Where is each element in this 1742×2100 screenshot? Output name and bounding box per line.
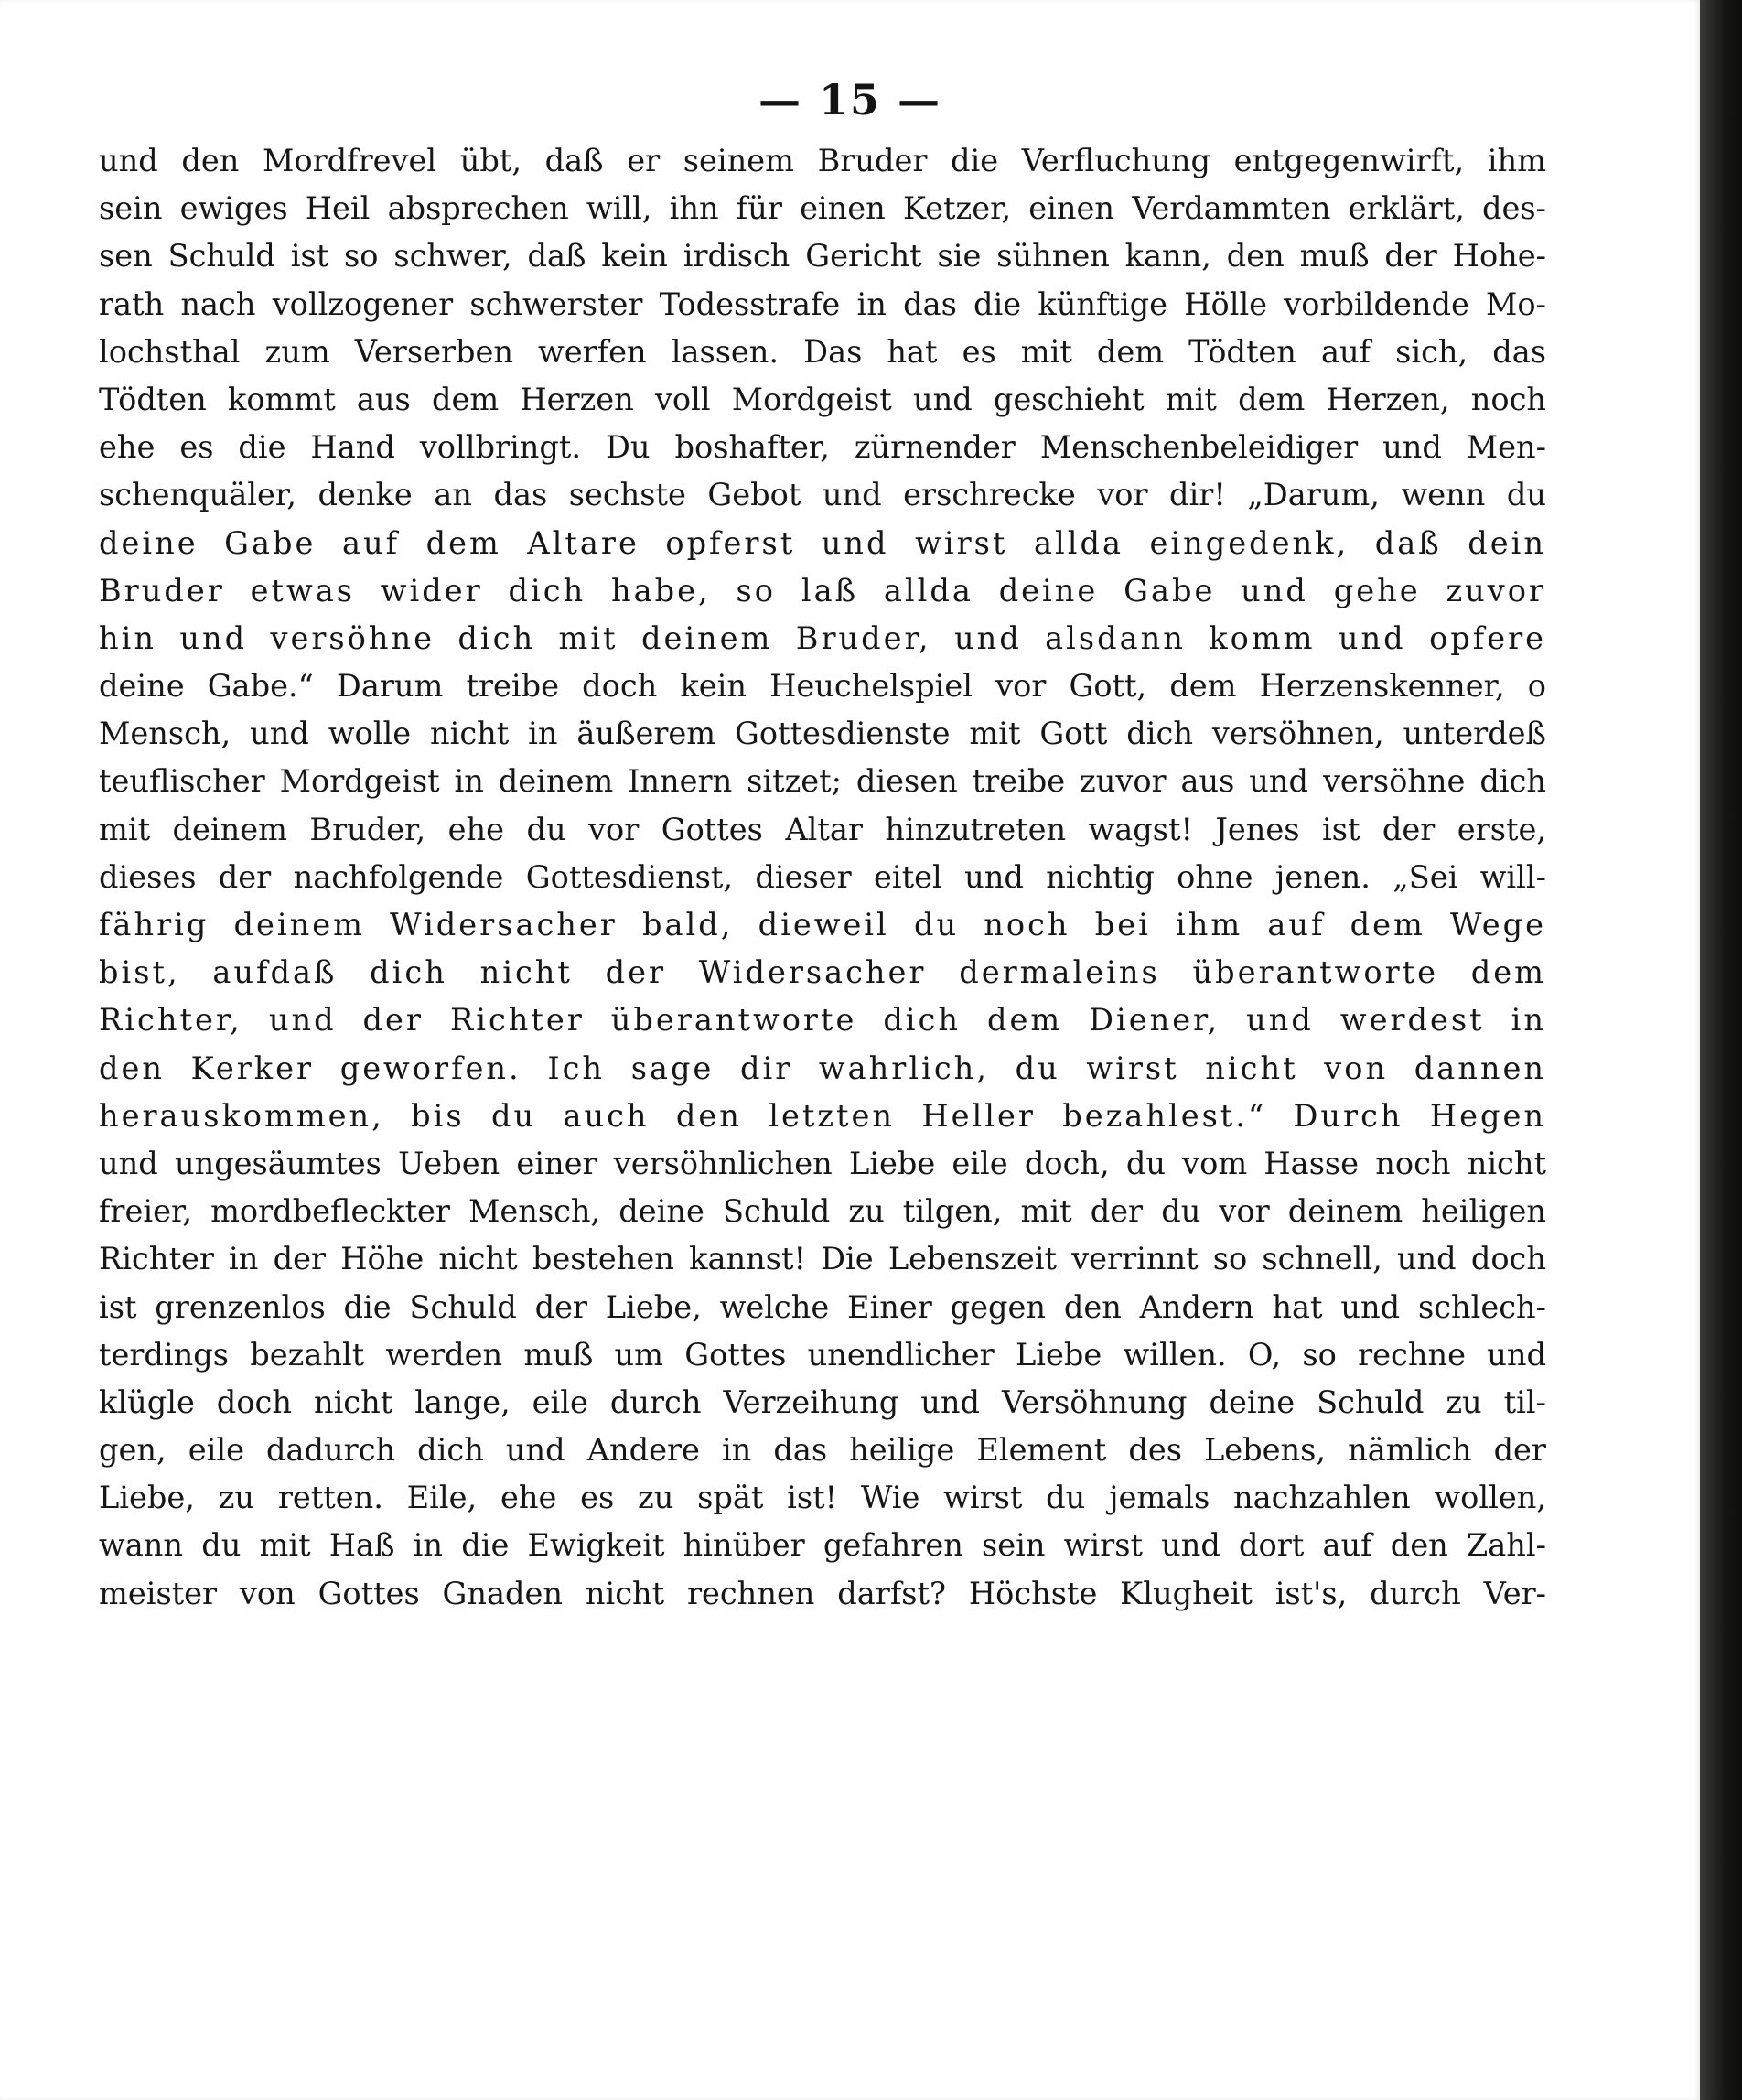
text-line: lochsthal zum Verserben werfen lassen. Das hat es mit dem Tödten auf sich, das xyxy=(99,333,1546,370)
page-number: — 15 — xyxy=(758,75,942,124)
text-line-quote: Richter, und der Richter überantworte dich dem Diener, und werdest in xyxy=(99,1002,1546,1039)
text-line: und ungesäumtes Ueben einer versöhnlichen Liebe eile doch, du vom Hasse noch nicht xyxy=(99,1145,1546,1181)
text-line: meister von Gottes Gnaden nicht rechnen darfst? Höchste Klugheit ist's, durch Ver- xyxy=(99,1575,1546,1611)
text-line: sein ewiges Heil absprechen will, ihn für einen Ketzer, einen Verdammten erklärt, des- xyxy=(99,190,1546,227)
text-line: gen, eile dadurch dich und Andere in das heilige Element des Lebens, nämlich der xyxy=(99,1432,1546,1469)
text-line: freier, mordbefleckter Mensch, deine Schuld zu tilgen, mit der du vor deinem heiligen xyxy=(99,1193,1546,1230)
text-line: Tödten kommt aus dem Herzen voll Mordgeist und geschieht mit dem Herzen, noch xyxy=(99,381,1546,417)
text-line: klügle doch nicht lange, eile durch Verzeihung und Versöhnung deine Schuld zu til- xyxy=(99,1384,1546,1420)
text-line-quote: den Kerker geworfen. Ich sage dir wahrlich, du wirst nicht von dannen xyxy=(99,1050,1546,1086)
text-line: wann du mit Haß in die Ewigkeit hinüber gefahren sein wirst und dort auf den Zahl- xyxy=(99,1527,1546,1564)
text-line: Mensch, und wolle nicht in äußerem Gottesdienste mit Gott dich versöhnen, unterdeß xyxy=(99,716,1546,752)
text-line-quote: herauskommen, bis du auch den letzten Heller bezahlest.“ Durch Hegen xyxy=(99,1097,1546,1134)
text-line: ist grenzenlos die Schuld der Liebe, welche Einer gegen den Andern hat und schlech- xyxy=(99,1288,1546,1325)
text-line-quote: hin und versöhne dich mit deinem Bruder, und alsdann komm und opfere xyxy=(99,619,1546,656)
text-line-quote: Bruder etwas wider dich habe, so laß allda deine Gabe und gehe zuvor xyxy=(99,572,1546,608)
text-line: mit deinem Bruder, ehe du vor Gottes Altar hinzutreten wagst! Jenes ist der erste, xyxy=(99,811,1546,847)
text-line: deine Gabe.“ Darum treibe doch kein Heuchelspiel vor Gott, dem Herzenskenner, o xyxy=(99,668,1546,705)
text-line: rath nach vollzogener schwerster Todesstrafe in das die künftige Hölle vorbildende Mo- xyxy=(99,285,1546,322)
text-line: terdings bezahlt werden muß um Gottes unendlicher Liebe willen. O, so rechne und xyxy=(99,1336,1546,1373)
text-line: sen Schuld ist so schwer, daß kein irdisch Gericht sie sühnen kann, den muß der Hohe- xyxy=(99,238,1546,275)
body-text xyxy=(99,137,1546,1618)
text-line: schenquäler, denke an das sechste Gebot und erschrecke vor dir! „Darum, wenn du xyxy=(99,477,1546,513)
text-line: dieses der nachfolgende Gottesdienst, dieser eitel und nichtig ohne jenen. „Sei will- xyxy=(99,858,1546,895)
page-edge-shadow xyxy=(1700,0,1742,2100)
text-line-quote: bist, aufdaß dich nicht der Widersacher dermaleins überantworte dem xyxy=(99,954,1546,991)
text-line: Richter in der Höhe nicht bestehen kannst! Die Lebenszeit verrinnt so schnell, und doch xyxy=(99,1241,1546,1277)
text-line: und den Mordfrevel übt, daß er seinem Bruder die Verfluchung entgegenwirft, ihm xyxy=(99,143,1546,178)
text-line: Liebe, zu retten. Eile, ehe es zu spät ist! Wie wirst du jemals nachzahlen wollen, xyxy=(99,1480,1546,1516)
text-line-quote: fährig deinem Widersacher bald, dieweil du noch bei ihm auf dem Wege xyxy=(99,907,1546,942)
text-line: teuflischer Mordgeist in deinem Innern sitzet; diesen treibe zuvor aus und versöhne dich xyxy=(99,763,1546,800)
text-line-quote: deine Gabe auf dem Altare opferst und wirst allda eingedenk, daß dein xyxy=(99,524,1546,561)
text-line: ehe es die Hand vollbringt. Du boshafter, zürnender Menschenbeleidiger und Men- xyxy=(99,429,1546,466)
